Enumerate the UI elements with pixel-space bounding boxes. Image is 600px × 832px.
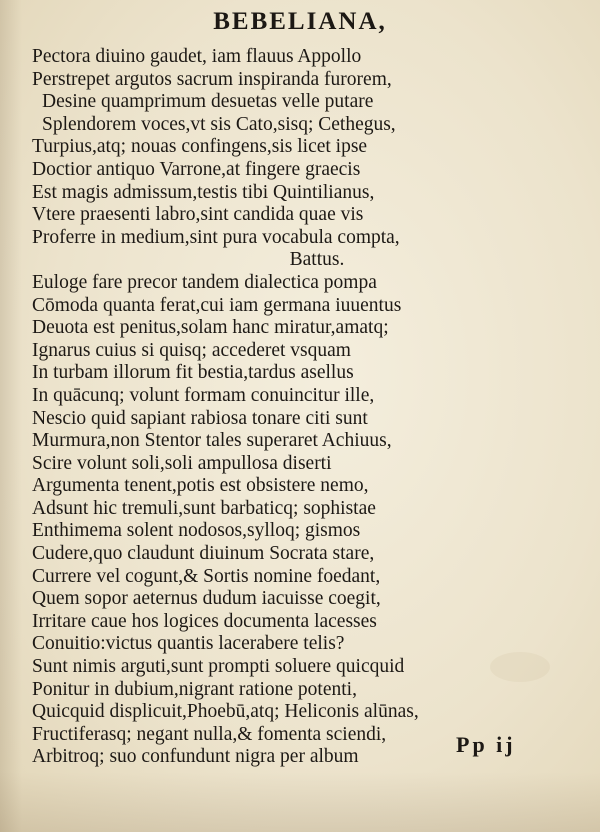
verse-line: Currere vel cogunt,& Sortis nomine foedant, <box>32 565 381 587</box>
verse-line: Arbitroq; suo confundunt nigra per album <box>32 746 359 768</box>
verse-line: Enthimema solent nodosos,sylloq; gismos <box>32 520 361 542</box>
verse-line: Pectora diuino gaudet, iam flauus Appollo <box>32 46 362 67</box>
verse-line: Splendorem voces,vt sis Cato,sisq; Cethegus, <box>42 113 396 135</box>
verse-line: Deuota est penitus,solam hanc miratur,amatq; <box>32 317 389 339</box>
signature-mark: Pp ij <box>456 732 516 757</box>
verse-line: Quicquid displicuit,Phoebū,atq; Heliconis alūnas, <box>32 701 419 723</box>
verse-line: Scire volunt soli,soli ampullosa diserti <box>32 452 332 474</box>
verse-line: Nescio quid sapiant rabiosa tonare citi sunt <box>32 407 368 429</box>
verse-line: Ignarus cuius si quisq; accederet vsquam <box>32 339 351 361</box>
verse-line: Doctior antiquo Varrone,at fingere graecis <box>32 158 361 180</box>
verse-line: Irritare caue hos logices documenta lacesses <box>32 610 377 632</box>
verse-line: Turpius,atq; nouas confingens,sis licet ipse <box>32 136 368 158</box>
verse-line: Quem sopor aeternus dudum iacuisse coegit, <box>32 588 381 610</box>
verse-line: Adsunt hic tremuli,sunt barbaticq; sophistae <box>32 497 376 519</box>
verse-line: Proferre in medium,sint pura vocabula compta, <box>32 226 400 248</box>
verse-line: Fructiferasq; negant nulla,& fomenta sciendi, <box>32 723 387 745</box>
verse-line: Conuitio:victus quantis lacerabere telis? <box>32 633 345 655</box>
verse-line: Cōmoda quanta ferat,cui iam germana iuuentus <box>32 294 402 316</box>
page-bottom-shadow <box>0 772 600 832</box>
verse-line: Desine quamprimum desuetas velle putare <box>42 91 374 113</box>
verse-line: Murmura,non Stentor tales superaret Achiuus, <box>32 430 392 452</box>
verse-line: Est magis admissum,testis tibi Quintilianus, <box>32 181 375 203</box>
page-gutter-shadow <box>0 0 22 832</box>
verse-line: Cudere,quo claudunt diuinum Socrata stare, <box>32 543 375 565</box>
verse-line: Vtere praesenti labro,sint candida quae vis <box>32 204 364 226</box>
verse-text-block <box>32 46 572 769</box>
verse-line: Euloge fare precor tandem dialectica pompa <box>32 271 377 293</box>
verse-line: Argumenta tenent,potis est obsistere nemo, <box>32 475 369 497</box>
verse-line: Ponitur in dubium,nigrant ratione potenti, <box>32 678 357 700</box>
verse-line: Perstrepet argutos sacrum inspiranda furorem, <box>32 68 392 90</box>
speaker-name: Battus. <box>289 249 345 271</box>
running-head: BEBELIANA, <box>213 8 387 35</box>
verse-line: In turbam illorum fit bestia,tardus asellus <box>32 362 354 384</box>
verse-line: In quācunq; volunt formam conuincitur ille, <box>32 384 375 406</box>
verse-line: Sunt nimis arguti,sunt prompti soluere quicquid <box>32 656 405 678</box>
